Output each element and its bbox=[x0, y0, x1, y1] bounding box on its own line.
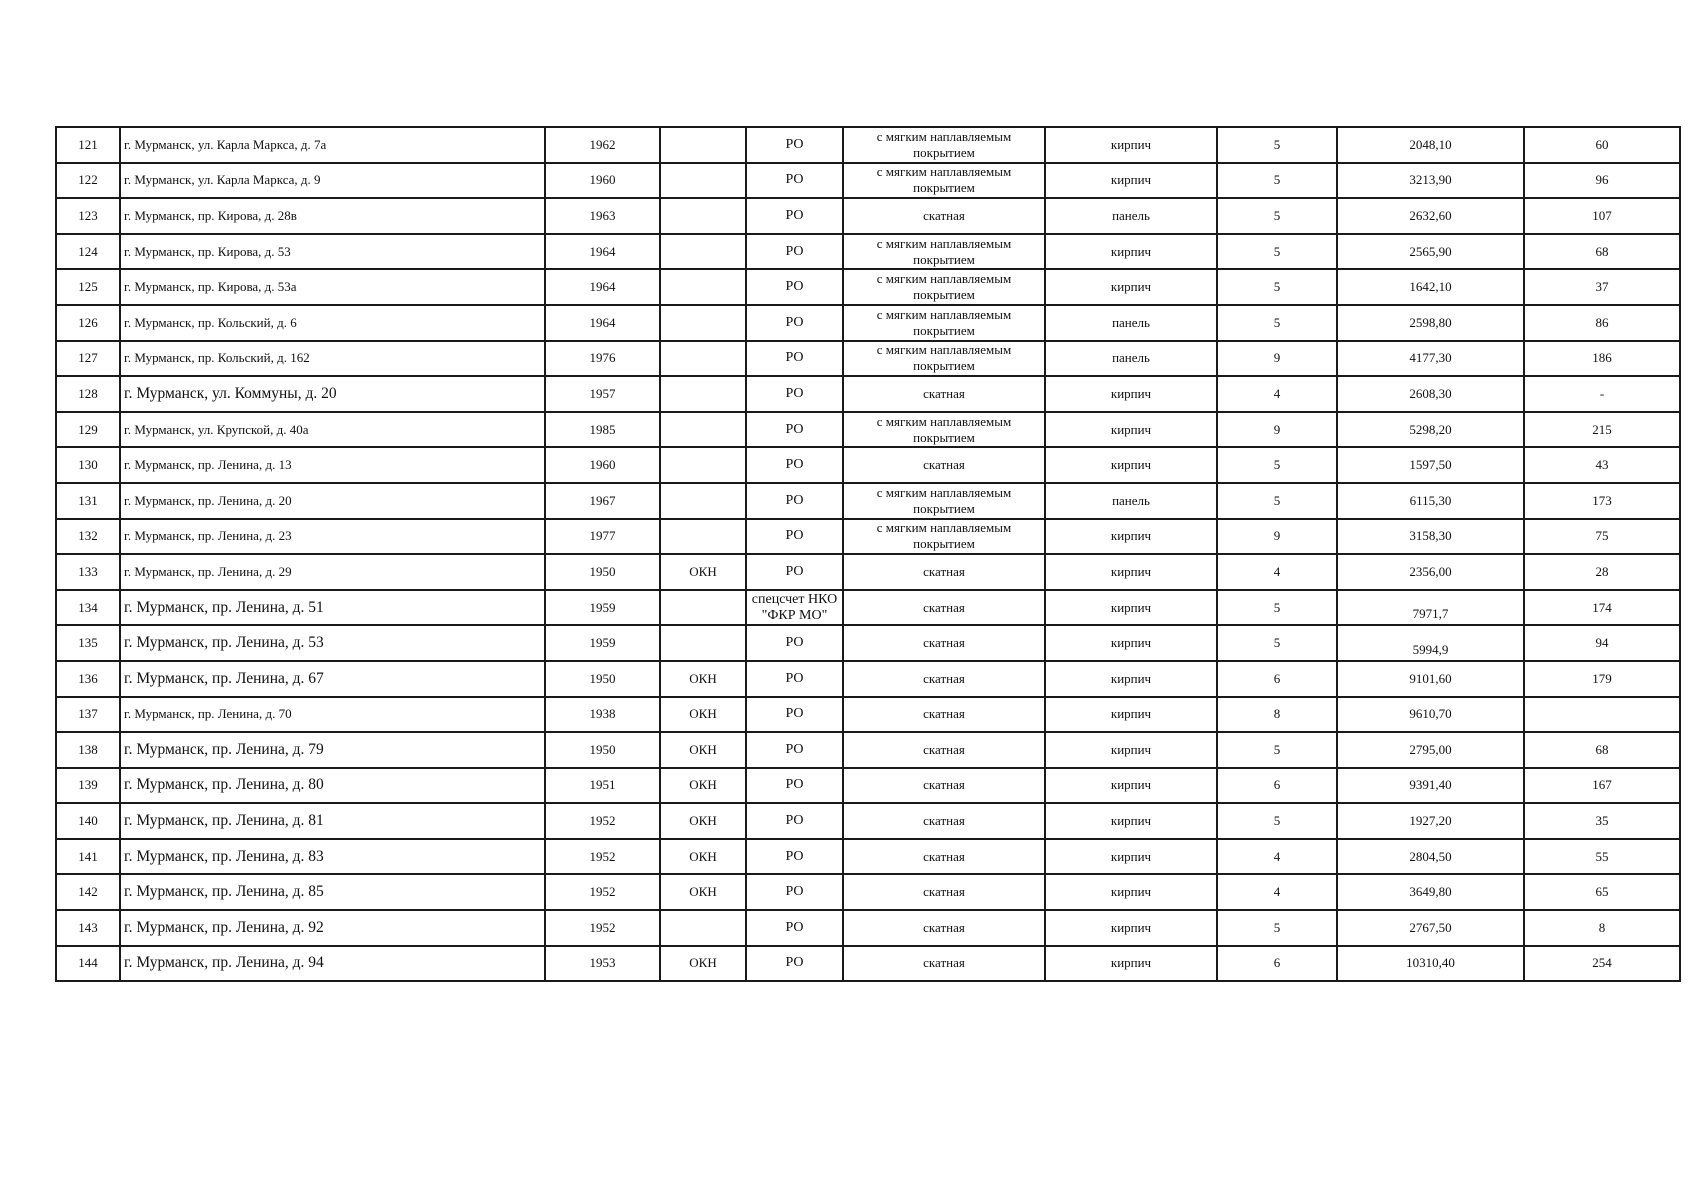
table-row bbox=[56, 269, 1680, 305]
wall-material-cell: кирпич bbox=[1045, 554, 1217, 590]
address-cell: г. Мурманск, пр. Ленина, д. 81 bbox=[120, 803, 545, 839]
row-number-cell: 135 bbox=[56, 625, 120, 661]
housing-registry-table bbox=[55, 126, 1681, 982]
area-cell: 3213,90 bbox=[1337, 163, 1524, 199]
table-row bbox=[56, 910, 1680, 946]
residents-count-cell: 254 bbox=[1524, 946, 1680, 982]
floors-count-cell: 5 bbox=[1217, 447, 1337, 483]
wall-material-cell: панель bbox=[1045, 483, 1217, 519]
construction-year-cell: 1960 bbox=[545, 447, 660, 483]
construction-year-cell: 1959 bbox=[545, 590, 660, 626]
construction-year-cell: 1952 bbox=[545, 803, 660, 839]
area-cell: 1597,50 bbox=[1337, 447, 1524, 483]
residents-count-cell: 43 bbox=[1524, 447, 1680, 483]
table-row bbox=[56, 483, 1680, 519]
roof-type-cell: скатная bbox=[843, 839, 1045, 875]
wall-material-cell: кирпич bbox=[1045, 768, 1217, 804]
construction-year-cell: 1951 bbox=[545, 768, 660, 804]
floors-count-cell: 5 bbox=[1217, 483, 1337, 519]
table-body bbox=[56, 127, 1680, 981]
floors-count-cell: 4 bbox=[1217, 839, 1337, 875]
wall-material-cell: кирпич bbox=[1045, 946, 1217, 982]
table-row bbox=[56, 198, 1680, 234]
roof-type-cell: скатная bbox=[843, 910, 1045, 946]
address-cell: г. Мурманск, пр. Ленина, д. 80 bbox=[120, 768, 545, 804]
fund-account-cell: РО bbox=[746, 447, 843, 483]
construction-year-cell: 1957 bbox=[545, 376, 660, 412]
residents-count-cell: 8 bbox=[1524, 910, 1680, 946]
residents-count-cell: 215 bbox=[1524, 412, 1680, 448]
construction-year-cell: 1985 bbox=[545, 412, 660, 448]
heritage-status-cell bbox=[660, 163, 746, 199]
floors-count-cell: 5 bbox=[1217, 198, 1337, 234]
residents-count-cell: 75 bbox=[1524, 519, 1680, 555]
wall-material-cell: панель bbox=[1045, 305, 1217, 341]
floors-count-cell: 4 bbox=[1217, 874, 1337, 910]
roof-type-cell: скатная bbox=[843, 376, 1045, 412]
wall-material-cell: кирпич bbox=[1045, 234, 1217, 270]
wall-material-cell: кирпич bbox=[1045, 412, 1217, 448]
residents-count-cell: 174 bbox=[1524, 590, 1680, 626]
wall-material-cell: кирпич bbox=[1045, 732, 1217, 768]
construction-year-cell: 1938 bbox=[545, 697, 660, 733]
floors-count-cell: 5 bbox=[1217, 625, 1337, 661]
row-number-cell: 121 bbox=[56, 127, 120, 163]
fund-account-cell: РО bbox=[746, 269, 843, 305]
roof-type-cell: с мягким наплавляемым покрытием bbox=[843, 305, 1045, 341]
area-cell: 2608,30 bbox=[1337, 376, 1524, 412]
table-row bbox=[56, 946, 1680, 982]
floors-count-cell: 5 bbox=[1217, 269, 1337, 305]
heritage-status-cell: ОКН bbox=[660, 803, 746, 839]
fund-account-cell: РО bbox=[746, 874, 843, 910]
residents-count-cell: 55 bbox=[1524, 839, 1680, 875]
construction-year-cell: 1964 bbox=[545, 305, 660, 341]
roof-type-cell: с мягким наплавляемым покрытием bbox=[843, 269, 1045, 305]
area-cell: 3158,30 bbox=[1337, 519, 1524, 555]
table-row bbox=[56, 803, 1680, 839]
area-cell: 2632,60 bbox=[1337, 198, 1524, 234]
row-number-cell: 141 bbox=[56, 839, 120, 875]
address-cell: г. Мурманск, пр. Кирова, д. 28в bbox=[120, 198, 545, 234]
floors-count-cell: 5 bbox=[1217, 732, 1337, 768]
area-cell: 3649,80 bbox=[1337, 874, 1524, 910]
heritage-status-cell bbox=[660, 269, 746, 305]
floors-count-cell: 9 bbox=[1217, 519, 1337, 555]
area-cell: 2565,90 bbox=[1337, 234, 1524, 270]
area-cell: 5994,9 bbox=[1337, 625, 1524, 661]
construction-year-cell: 1950 bbox=[545, 661, 660, 697]
address-cell: г. Мурманск, пр. Ленина, д. 92 bbox=[120, 910, 545, 946]
address-cell: г. Мурманск, пр. Ленина, д. 85 bbox=[120, 874, 545, 910]
fund-account-cell: РО bbox=[746, 732, 843, 768]
area-cell: 2767,50 bbox=[1337, 910, 1524, 946]
heritage-status-cell bbox=[660, 447, 746, 483]
area-cell: 2795,00 bbox=[1337, 732, 1524, 768]
roof-type-cell: скатная bbox=[843, 803, 1045, 839]
roof-type-cell: с мягким наплавляемым покрытием bbox=[843, 519, 1045, 555]
heritage-status-cell: ОКН bbox=[660, 946, 746, 982]
residents-count-cell: 107 bbox=[1524, 198, 1680, 234]
floors-count-cell: 5 bbox=[1217, 234, 1337, 270]
wall-material-cell: панель bbox=[1045, 198, 1217, 234]
construction-year-cell: 1953 bbox=[545, 946, 660, 982]
heritage-status-cell bbox=[660, 127, 746, 163]
roof-type-cell: скатная bbox=[843, 447, 1045, 483]
construction-year-cell: 1967 bbox=[545, 483, 660, 519]
wall-material-cell: кирпич bbox=[1045, 376, 1217, 412]
row-number-cell: 133 bbox=[56, 554, 120, 590]
heritage-status-cell: ОКН bbox=[660, 697, 746, 733]
residents-count-cell: - bbox=[1524, 376, 1680, 412]
row-number-cell: 144 bbox=[56, 946, 120, 982]
roof-type-cell: с мягким наплавляемым покрытием bbox=[843, 412, 1045, 448]
row-number-cell: 134 bbox=[56, 590, 120, 626]
address-cell: г. Мурманск, пр. Ленина, д. 70 bbox=[120, 697, 545, 733]
address-cell: г. Мурманск, ул. Карла Маркса, д. 9 bbox=[120, 163, 545, 199]
floors-count-cell: 6 bbox=[1217, 768, 1337, 804]
row-number-cell: 131 bbox=[56, 483, 120, 519]
fund-account-cell: РО bbox=[746, 625, 843, 661]
residents-count-cell: 173 bbox=[1524, 483, 1680, 519]
area-cell: 1927,20 bbox=[1337, 803, 1524, 839]
heritage-status-cell: ОКН bbox=[660, 732, 746, 768]
floors-count-cell: 4 bbox=[1217, 376, 1337, 412]
area-cell: 10310,40 bbox=[1337, 946, 1524, 982]
roof-type-cell: с мягким наплавляемым покрытием bbox=[843, 483, 1045, 519]
roof-type-cell: скатная bbox=[843, 590, 1045, 626]
address-cell: г. Мурманск, пр. Ленина, д. 83 bbox=[120, 839, 545, 875]
row-number-cell: 125 bbox=[56, 269, 120, 305]
roof-type-cell: с мягким наплавляемым покрытием bbox=[843, 234, 1045, 270]
table-row bbox=[56, 554, 1680, 590]
row-number-cell: 132 bbox=[56, 519, 120, 555]
area-cell: 2598,80 bbox=[1337, 305, 1524, 341]
residents-count-cell: 60 bbox=[1524, 127, 1680, 163]
heritage-status-cell bbox=[660, 483, 746, 519]
residents-count-cell: 35 bbox=[1524, 803, 1680, 839]
address-cell: г. Мурманск, пр. Ленина, д. 94 bbox=[120, 946, 545, 982]
area-cell: 5298,20 bbox=[1337, 412, 1524, 448]
address-cell: г. Мурманск, пр. Ленина, д. 20 bbox=[120, 483, 545, 519]
table-row bbox=[56, 447, 1680, 483]
heritage-status-cell: ОКН bbox=[660, 874, 746, 910]
fund-account-cell: РО bbox=[746, 198, 843, 234]
wall-material-cell: кирпич bbox=[1045, 625, 1217, 661]
address-cell: г. Мурманск, пр. Ленина, д. 51 bbox=[120, 590, 545, 626]
row-number-cell: 138 bbox=[56, 732, 120, 768]
table-row bbox=[56, 519, 1680, 555]
heritage-status-cell bbox=[660, 376, 746, 412]
heritage-status-cell: ОКН bbox=[660, 839, 746, 875]
table-row bbox=[56, 234, 1680, 270]
address-cell: г. Мурманск, ул. Карла Маркса, д. 7а bbox=[120, 127, 545, 163]
address-cell: г. Мурманск, пр. Ленина, д. 67 bbox=[120, 661, 545, 697]
area-cell: 9391,40 bbox=[1337, 768, 1524, 804]
floors-count-cell: 5 bbox=[1217, 305, 1337, 341]
floors-count-cell: 5 bbox=[1217, 803, 1337, 839]
roof-type-cell: скатная bbox=[843, 697, 1045, 733]
fund-account-cell: РО bbox=[746, 803, 843, 839]
area-cell: 2804,50 bbox=[1337, 839, 1524, 875]
wall-material-cell: кирпич bbox=[1045, 910, 1217, 946]
row-number-cell: 127 bbox=[56, 341, 120, 377]
residents-count-cell: 28 bbox=[1524, 554, 1680, 590]
table-row bbox=[56, 412, 1680, 448]
wall-material-cell: кирпич bbox=[1045, 590, 1217, 626]
table-row bbox=[56, 661, 1680, 697]
roof-type-cell: скатная bbox=[843, 625, 1045, 661]
construction-year-cell: 1952 bbox=[545, 839, 660, 875]
fund-account-cell: РО bbox=[746, 554, 843, 590]
table-row bbox=[56, 163, 1680, 199]
table-row bbox=[56, 768, 1680, 804]
roof-type-cell: скатная bbox=[843, 768, 1045, 804]
heritage-status-cell: ОКН bbox=[660, 768, 746, 804]
floors-count-cell: 5 bbox=[1217, 163, 1337, 199]
construction-year-cell: 1959 bbox=[545, 625, 660, 661]
construction-year-cell: 1950 bbox=[545, 554, 660, 590]
heritage-status-cell bbox=[660, 234, 746, 270]
fund-account-cell: РО bbox=[746, 412, 843, 448]
wall-material-cell: кирпич bbox=[1045, 661, 1217, 697]
area-cell: 2048,10 bbox=[1337, 127, 1524, 163]
table-row bbox=[56, 874, 1680, 910]
heritage-status-cell bbox=[660, 910, 746, 946]
row-number-cell: 142 bbox=[56, 874, 120, 910]
area-cell: 1642,10 bbox=[1337, 269, 1524, 305]
fund-account-cell: РО bbox=[746, 305, 843, 341]
table-row bbox=[56, 305, 1680, 341]
floors-count-cell: 5 bbox=[1217, 910, 1337, 946]
fund-account-cell: спецсчет НКО "ФКР МО" bbox=[746, 590, 843, 626]
heritage-status-cell bbox=[660, 590, 746, 626]
roof-type-cell: с мягким наплавляемым покрытием bbox=[843, 127, 1045, 163]
floors-count-cell: 9 bbox=[1217, 412, 1337, 448]
wall-material-cell: кирпич bbox=[1045, 447, 1217, 483]
wall-material-cell: кирпич bbox=[1045, 803, 1217, 839]
floors-count-cell: 5 bbox=[1217, 127, 1337, 163]
table-row bbox=[56, 839, 1680, 875]
residents-count-cell: 65 bbox=[1524, 874, 1680, 910]
construction-year-cell: 1964 bbox=[545, 269, 660, 305]
fund-account-cell: РО bbox=[746, 234, 843, 270]
construction-year-cell: 1952 bbox=[545, 910, 660, 946]
fund-account-cell: РО bbox=[746, 661, 843, 697]
address-cell: г. Мурманск, пр. Кирова, д. 53а bbox=[120, 269, 545, 305]
heritage-status-cell bbox=[660, 305, 746, 341]
heritage-status-cell bbox=[660, 341, 746, 377]
construction-year-cell: 1950 bbox=[545, 732, 660, 768]
address-cell: г. Мурманск, пр. Кирова, д. 53 bbox=[120, 234, 545, 270]
heritage-status-cell bbox=[660, 519, 746, 555]
fund-account-cell: РО bbox=[746, 163, 843, 199]
row-number-cell: 128 bbox=[56, 376, 120, 412]
residents-count-cell: 68 bbox=[1524, 234, 1680, 270]
row-number-cell: 129 bbox=[56, 412, 120, 448]
residents-count-cell: 94 bbox=[1524, 625, 1680, 661]
table-row bbox=[56, 697, 1680, 733]
address-cell: г. Мурманск, пр. Ленина, д. 53 bbox=[120, 625, 545, 661]
heritage-status-cell bbox=[660, 625, 746, 661]
row-number-cell: 124 bbox=[56, 234, 120, 270]
address-cell: г. Мурманск, пр. Ленина, д. 79 bbox=[120, 732, 545, 768]
fund-account-cell: РО bbox=[746, 483, 843, 519]
row-number-cell: 126 bbox=[56, 305, 120, 341]
residents-count-cell: 37 bbox=[1524, 269, 1680, 305]
wall-material-cell: кирпич bbox=[1045, 163, 1217, 199]
table-row bbox=[56, 376, 1680, 412]
floors-count-cell: 4 bbox=[1217, 554, 1337, 590]
wall-material-cell: кирпич bbox=[1045, 519, 1217, 555]
fund-account-cell: РО bbox=[746, 946, 843, 982]
table-row bbox=[56, 127, 1680, 163]
floors-count-cell: 6 bbox=[1217, 946, 1337, 982]
table-row bbox=[56, 341, 1680, 377]
residents-count-cell: 86 bbox=[1524, 305, 1680, 341]
address-cell: г. Мурманск, пр. Кольский, д. 6 bbox=[120, 305, 545, 341]
floors-count-cell: 5 bbox=[1217, 590, 1337, 626]
area-cell: 2356,00 bbox=[1337, 554, 1524, 590]
construction-year-cell: 1952 bbox=[545, 874, 660, 910]
residents-count-cell: 68 bbox=[1524, 732, 1680, 768]
table-row bbox=[56, 732, 1680, 768]
residents-count-cell: 96 bbox=[1524, 163, 1680, 199]
wall-material-cell: кирпич bbox=[1045, 269, 1217, 305]
roof-type-cell: скатная bbox=[843, 732, 1045, 768]
heritage-status-cell bbox=[660, 198, 746, 234]
construction-year-cell: 1976 bbox=[545, 341, 660, 377]
residents-count-cell bbox=[1524, 697, 1680, 733]
residents-count-cell: 179 bbox=[1524, 661, 1680, 697]
construction-year-cell: 1964 bbox=[545, 234, 660, 270]
table-row bbox=[56, 590, 1680, 626]
row-number-cell: 136 bbox=[56, 661, 120, 697]
construction-year-cell: 1977 bbox=[545, 519, 660, 555]
residents-count-cell: 167 bbox=[1524, 768, 1680, 804]
heritage-status-cell bbox=[660, 412, 746, 448]
heritage-status-cell: ОКН bbox=[660, 661, 746, 697]
address-cell: г. Мурманск, ул. Коммуны, д. 20 bbox=[120, 376, 545, 412]
fund-account-cell: РО bbox=[746, 768, 843, 804]
floors-count-cell: 9 bbox=[1217, 341, 1337, 377]
fund-account-cell: РО bbox=[746, 127, 843, 163]
fund-account-cell: РО bbox=[746, 376, 843, 412]
table-row bbox=[56, 625, 1680, 661]
floors-count-cell: 8 bbox=[1217, 697, 1337, 733]
heritage-status-cell: ОКН bbox=[660, 554, 746, 590]
construction-year-cell: 1962 bbox=[545, 127, 660, 163]
roof-type-cell: с мягким наплавляемым покрытием bbox=[843, 163, 1045, 199]
residents-count-cell: 186 bbox=[1524, 341, 1680, 377]
wall-material-cell: кирпич bbox=[1045, 697, 1217, 733]
row-number-cell: 140 bbox=[56, 803, 120, 839]
roof-type-cell: скатная bbox=[843, 874, 1045, 910]
address-cell: г. Мурманск, пр. Ленина, д. 29 bbox=[120, 554, 545, 590]
address-cell: г. Мурманск, ул. Крупской, д. 40а bbox=[120, 412, 545, 448]
fund-account-cell: РО bbox=[746, 341, 843, 377]
wall-material-cell: кирпич bbox=[1045, 874, 1217, 910]
wall-material-cell: кирпич bbox=[1045, 127, 1217, 163]
fund-account-cell: РО bbox=[746, 910, 843, 946]
floors-count-cell: 6 bbox=[1217, 661, 1337, 697]
fund-account-cell: РО bbox=[746, 519, 843, 555]
row-number-cell: 137 bbox=[56, 697, 120, 733]
area-cell: 4177,30 bbox=[1337, 341, 1524, 377]
area-cell: 6115,30 bbox=[1337, 483, 1524, 519]
wall-material-cell: панель bbox=[1045, 341, 1217, 377]
row-number-cell: 122 bbox=[56, 163, 120, 199]
row-number-cell: 139 bbox=[56, 768, 120, 804]
fund-account-cell: РО bbox=[746, 839, 843, 875]
address-cell: г. Мурманск, пр. Кольский, д. 162 bbox=[120, 341, 545, 377]
address-cell: г. Мурманск, пр. Ленина, д. 23 bbox=[120, 519, 545, 555]
roof-type-cell: скатная bbox=[843, 554, 1045, 590]
construction-year-cell: 1960 bbox=[545, 163, 660, 199]
area-cell: 9101,60 bbox=[1337, 661, 1524, 697]
roof-type-cell: скатная bbox=[843, 946, 1045, 982]
roof-type-cell: с мягким наплавляемым покрытием bbox=[843, 341, 1045, 377]
area-cell: 7971,7 bbox=[1337, 590, 1524, 626]
row-number-cell: 143 bbox=[56, 910, 120, 946]
area-cell: 9610,70 bbox=[1337, 697, 1524, 733]
fund-account-cell: РО bbox=[746, 697, 843, 733]
roof-type-cell: скатная bbox=[843, 661, 1045, 697]
address-cell: г. Мурманск, пр. Ленина, д. 13 bbox=[120, 447, 545, 483]
row-number-cell: 130 bbox=[56, 447, 120, 483]
row-number-cell: 123 bbox=[56, 198, 120, 234]
wall-material-cell: кирпич bbox=[1045, 839, 1217, 875]
roof-type-cell: скатная bbox=[843, 198, 1045, 234]
construction-year-cell: 1963 bbox=[545, 198, 660, 234]
